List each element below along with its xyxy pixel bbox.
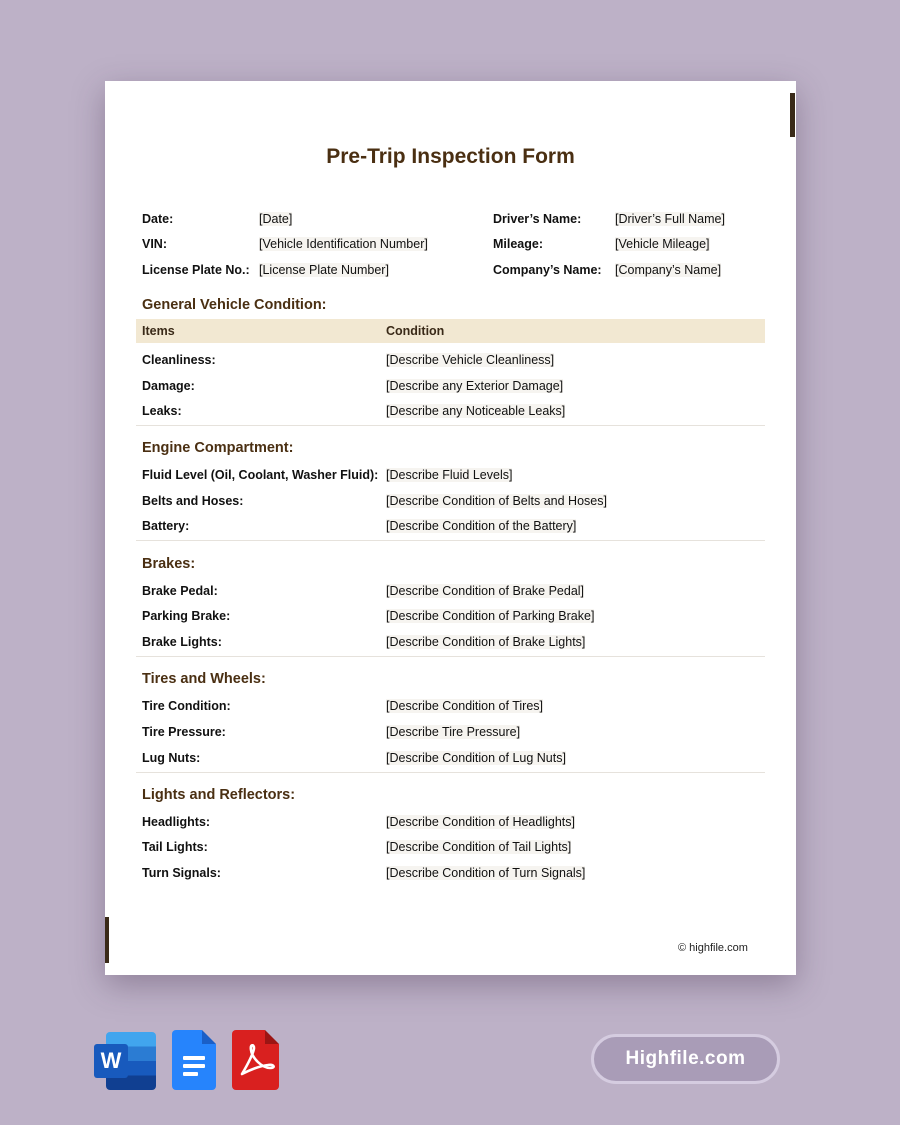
info-label: Company’s Name: <box>493 263 602 277</box>
section-title: Engine Compartment: <box>142 440 294 456</box>
google-docs-icon[interactable] <box>172 1030 216 1090</box>
table-row <box>105 404 796 424</box>
section-divider <box>136 656 765 657</box>
section-title: Brakes: <box>142 556 196 572</box>
section-title: General Vehicle Condition: <box>142 297 327 313</box>
corner-decoration <box>105 917 109 963</box>
brand-badge[interactable]: Highfile.com <box>591 1034 780 1084</box>
row-label: Brake Lights: <box>142 635 222 649</box>
table-row <box>105 725 796 745</box>
row-value: [Describe Condition of Turn Signals] <box>386 866 586 880</box>
info-label: Driver’s Name: <box>493 212 582 226</box>
table-row <box>105 379 796 399</box>
page-title: Pre-Trip Inspection Form <box>326 145 575 168</box>
row-value: [Describe any Noticeable Leaks] <box>386 404 566 418</box>
corner-decoration <box>790 93 795 137</box>
row-value: [Describe Condition of Parking Brake] <box>386 609 595 623</box>
row-value: [Describe Condition of Brake Lights] <box>386 635 586 649</box>
table-row <box>105 353 796 373</box>
table-row <box>105 584 796 604</box>
row-value: [Describe any Exterior Damage] <box>386 379 564 393</box>
row-label: Lug Nuts: <box>142 751 201 765</box>
table-row <box>105 494 796 514</box>
table-row <box>105 866 796 886</box>
row-label: Tire Pressure: <box>142 725 226 739</box>
info-value: [Vehicle Mileage] <box>615 237 710 251</box>
info-value: [Company’s Name] <box>615 263 722 277</box>
row-label: Turn Signals: <box>142 866 221 880</box>
row-label: Fluid Level (Oil, Coolant, Washer Fluid): <box>142 468 379 482</box>
info-label: VIN: <box>142 237 167 251</box>
section-divider <box>136 540 765 541</box>
section-divider <box>136 425 765 426</box>
info-value: [Driver’s Full Name] <box>615 212 725 226</box>
word-icon[interactable] <box>94 1032 156 1090</box>
row-value: [Describe Condition of Tail Lights] <box>386 840 572 854</box>
row-label: Parking Brake: <box>142 609 231 623</box>
row-label: Leaks: <box>142 404 182 418</box>
info-value: [Date] <box>259 212 293 226</box>
table-row <box>105 519 796 539</box>
word-letter: W <box>94 1044 128 1078</box>
table-row <box>105 699 796 719</box>
row-value: [Describe Tire Pressure] <box>386 725 521 739</box>
row-value: [Describe Condition of Brake Pedal] <box>386 584 585 598</box>
table-row <box>105 609 796 629</box>
pdf-icon[interactable] <box>232 1030 279 1090</box>
info-label: Mileage: <box>493 237 544 251</box>
row-label: Brake Pedal: <box>142 584 218 598</box>
acrobat-symbol <box>232 1044 279 1080</box>
row-value: [Describe Fluid Levels] <box>386 468 513 482</box>
section-title: Lights and Reflectors: <box>142 787 296 803</box>
row-label: Belts and Hoses: <box>142 494 244 508</box>
info-label: License Plate No.: <box>142 263 250 277</box>
table-row <box>105 635 796 655</box>
row-value: [Describe Condition of Lug Nuts] <box>386 751 566 765</box>
table-row <box>105 468 796 488</box>
row-value: [Describe Condition of Headlights] <box>386 815 575 829</box>
row-label: Battery: <box>142 519 190 533</box>
row-value: [Describe Condition of Tires] <box>386 699 544 713</box>
info-value: [Vehicle Identification Number] <box>259 237 428 251</box>
table-header <box>136 319 765 343</box>
section-divider <box>136 772 765 773</box>
column-header-items: Items <box>142 324 175 338</box>
table-row <box>105 751 796 771</box>
info-value: [License Plate Number] <box>259 263 389 277</box>
info-label: Date: <box>142 212 174 226</box>
section-title: Tires and Wheels: <box>142 671 266 687</box>
document-page <box>105 81 796 975</box>
row-label: Damage: <box>142 379 195 393</box>
row-label: Cleanliness: <box>142 353 216 367</box>
table-row <box>105 815 796 835</box>
row-value: [Describe Vehicle Cleanliness] <box>386 353 555 367</box>
row-label: Tail Lights: <box>142 840 208 854</box>
row-label: Tire Condition: <box>142 699 231 713</box>
table-row <box>105 840 796 860</box>
row-label: Headlights: <box>142 815 211 829</box>
row-value: [Describe Condition of the Battery] <box>386 519 577 533</box>
column-header-condition: Condition <box>386 324 445 338</box>
copyright-text: © highfile.com <box>678 942 748 954</box>
row-value: [Describe Condition of Belts and Hoses] <box>386 494 607 508</box>
